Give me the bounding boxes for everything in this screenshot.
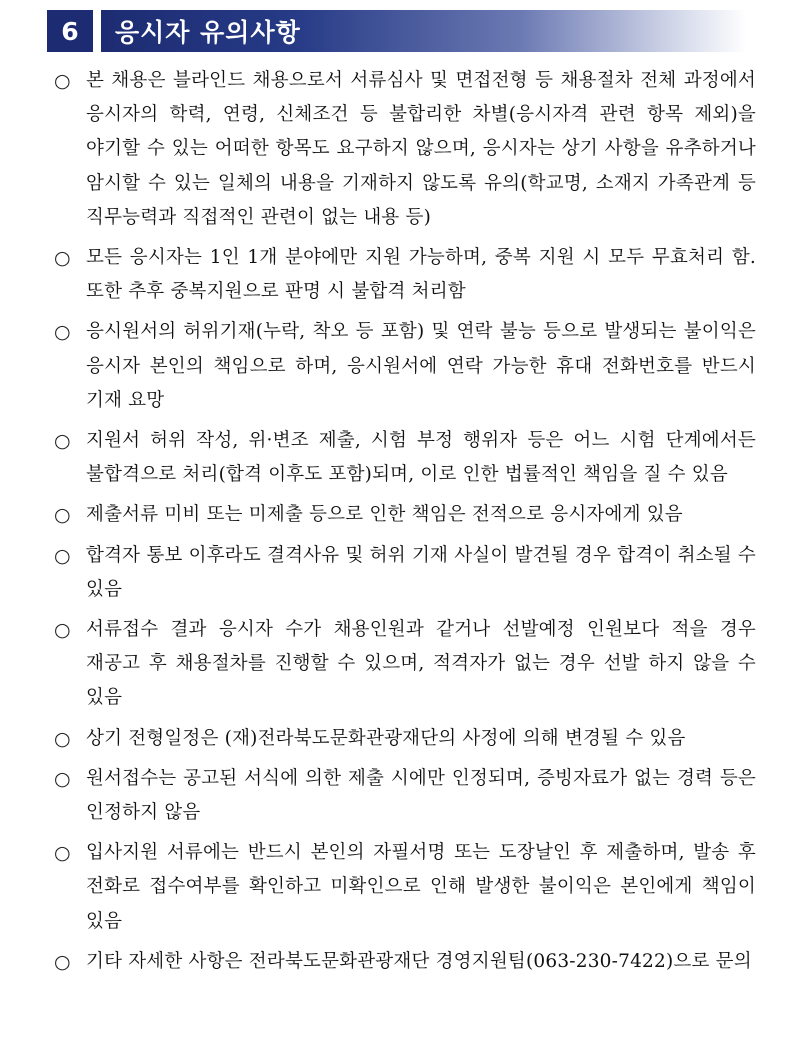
circle-bullet-icon: ○ xyxy=(54,727,71,750)
notice-text: 서류접수 결과 응시자 수가 채용인원과 같거나 선발예정 인원보다 적을 경우 재공고 후 채용절차를 진행할 수 있으며, 적격자가 없는 경우 선발 하지 않을 수 있음 xyxy=(86,619,756,709)
notice-text: 본 채용은 블라인드 채용으로서 서류심사 및 면접전형 등 채용절차 전체 과정에서 응시자의 학력, 연령, 신체조건 등 불합리한 차별(응시자격 관련 항목 제외)을 야기할 수 있는 어떠한 항목도 요구하지 않으며, 응시자는 상기 사항을 유추하거나 암시할 수 있는 일체의 내용을 기재하지 않도록 유의(학교명, 소재지 가족관계 등 직무능력과 직접적인 관련이 없는 내용 등) xyxy=(86,70,756,228)
notice-text: 응시원서의 허위기재(누락, 착오 등 포함) 및 연락 불능 등으로 발생되는 불이익은 응시자 본인의 책임으로 하며, 응시원서에 연락 가능한 휴대 전화번호를 반드시 기재 요망 xyxy=(86,321,756,411)
notice-list xyxy=(54,64,756,985)
notice-text: 입사지원 서류에는 반드시 본인의 자필서명 또는 도장날인 후 제출하며, 발송 후 전화로 접수여부를 확인하고 미확인으로 인해 발생한 불이익은 본인에게 책임이 있음 xyxy=(86,842,756,932)
circle-bullet-icon: ○ xyxy=(54,321,71,344)
circle-bullet-icon: ○ xyxy=(54,430,71,453)
notice-item xyxy=(54,722,756,756)
notice-item xyxy=(54,613,756,716)
circle-bullet-icon: ○ xyxy=(54,842,71,865)
notice-text: 제출서류 미비 또는 미제출 등으로 인한 책임은 전적으로 응시자에게 있음 xyxy=(86,504,683,526)
header-gap xyxy=(93,10,101,52)
notice-text: 원서접수는 공고된 서식에 의한 제출 시에만 인정되며, 증빙자료가 없는 경력 등은 인정하지 않음 xyxy=(86,767,756,824)
notice-text: 상기 전형일정은 (재)전라북도문화관광재단의 사정에 의해 변경될 수 있음 xyxy=(86,727,686,749)
notice-item xyxy=(54,64,756,235)
section-title-bar xyxy=(101,10,747,52)
notice-item xyxy=(54,762,756,830)
circle-bullet-icon: ○ xyxy=(54,767,71,790)
notice-text: 지원서 허위 작성, 위·변조 제출, 시험 부정 행위자 등은 어느 시험 단계에서든 불합격으로 처리(합격 이후도 포함)되며, 이로 인한 법률적인 책임을 질 수 있음 xyxy=(86,430,756,486)
circle-bullet-icon: ○ xyxy=(54,70,71,92)
section-header xyxy=(47,10,747,52)
notice-text: 합격자 통보 이후라도 결격사유 및 허위 기재 사실이 발견될 경우 합격이 취소될 수 있음 xyxy=(86,544,756,600)
circle-bullet-icon: ○ xyxy=(54,247,71,270)
notice-item xyxy=(54,424,756,492)
notice-item xyxy=(54,315,756,418)
notice-item xyxy=(54,498,756,532)
section-title: 응시자 유의사항 xyxy=(115,18,301,47)
circle-bullet-icon: ○ xyxy=(54,950,71,973)
section-number: 6 xyxy=(47,10,93,52)
notice-item xyxy=(54,241,756,309)
circle-bullet-icon: ○ xyxy=(54,619,71,642)
circle-bullet-icon: ○ xyxy=(54,504,71,527)
circle-bullet-icon: ○ xyxy=(54,544,71,567)
notice-item xyxy=(54,836,756,939)
notice-item xyxy=(54,945,756,979)
notice-text: 기타 자세한 사항은 전라북도문화관광재단 경영지원팀(063-230-7422)으로 문의 xyxy=(86,950,752,972)
notice-text: 모든 응시자는 1인 1개 분야에만 지원 가능하며, 중복 지원 시 모두 무효처리 함. 또한 추후 중복지원으로 판명 시 불합격 처리함 xyxy=(86,247,756,303)
notice-item xyxy=(54,539,756,607)
